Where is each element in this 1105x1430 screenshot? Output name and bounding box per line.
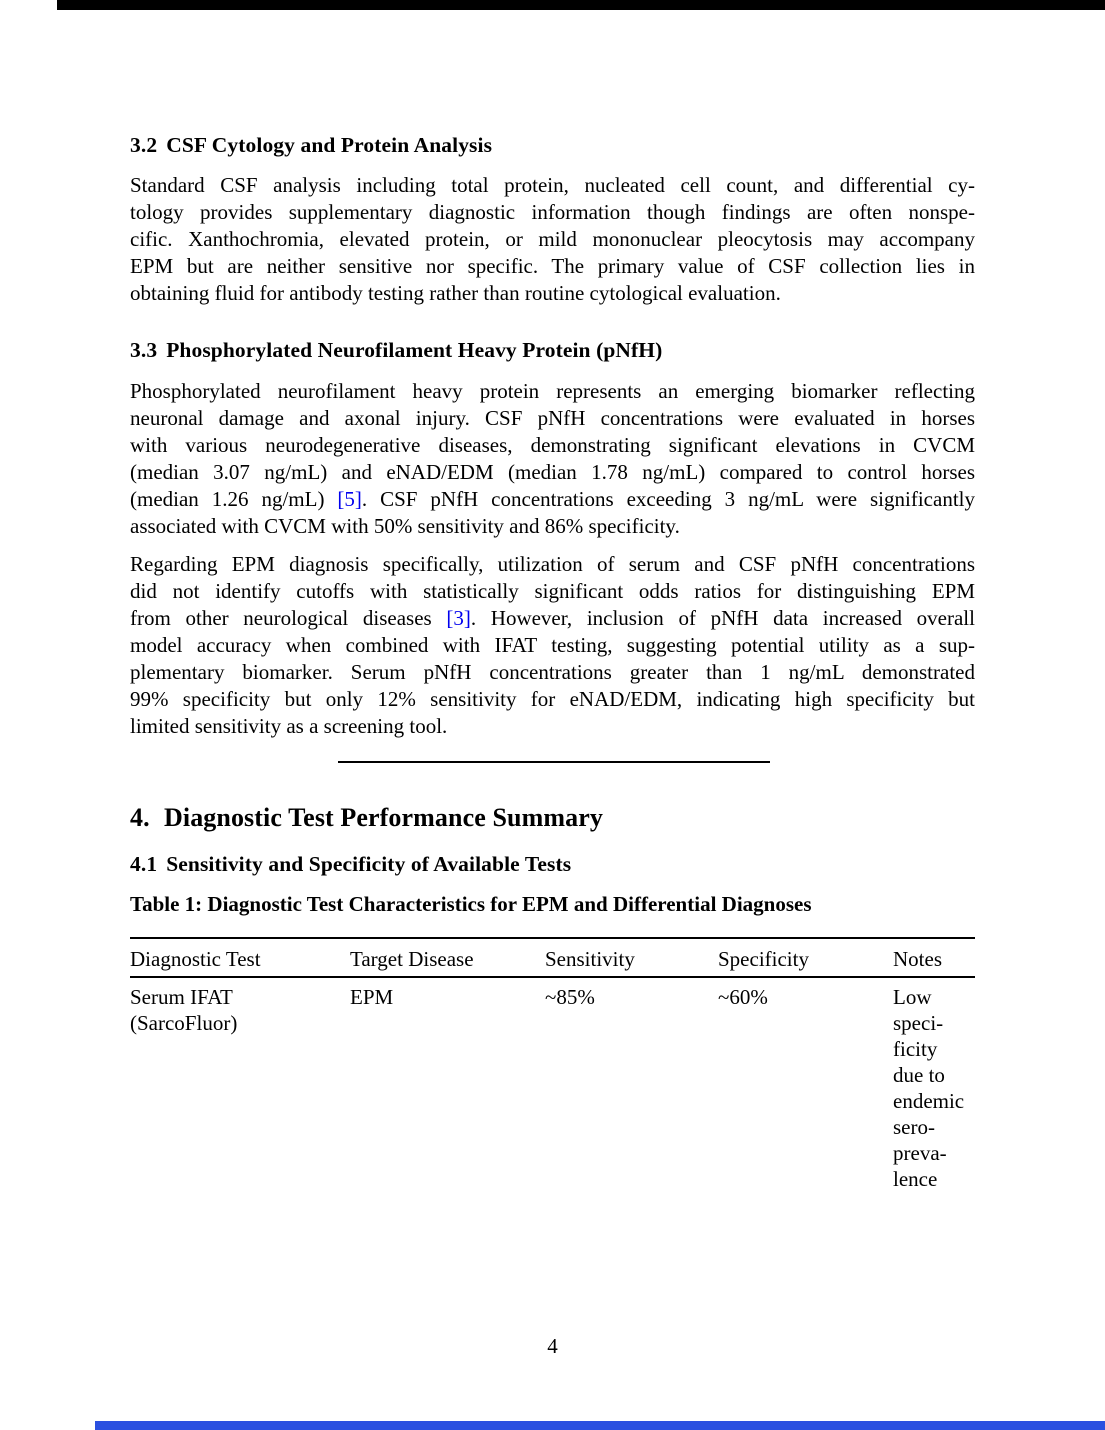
table-header-row — [130, 946, 975, 972]
section-number: 4. — [130, 803, 150, 832]
paragraph-line: EPM but are neither sensitive nor specific. The primary value of CSF collection lies in — [130, 254, 975, 278]
paragraph-line: associated with CVCM with 50% sensitivity and 86% specificity. — [130, 514, 680, 538]
cell-target-disease — [350, 984, 545, 1192]
cell-diagnostic-test — [130, 984, 350, 1192]
cell-line: ficity — [893, 1037, 938, 1061]
subsection-heading-3-3 — [130, 338, 975, 363]
cell-line: ~60% — [718, 985, 768, 1009]
paragraph-line: cific. Xanthochromia, elevated protein, or mild mononuclear pleocytosis may accompany — [130, 227, 975, 251]
paragraph-line: (median 3.07 ng/mL) and eNAD/EDM (median 1.78 ng/mL) compared to control horses — [130, 460, 975, 484]
paragraph-line: tology provides supplementary diagnostic information though findings are often nonspe- — [130, 200, 975, 224]
table-row — [130, 984, 975, 1192]
paragraph-line: obtaining fluid for antibody testing rather than routine cytological evaluation. — [130, 281, 781, 305]
paragraph-line: Phosphorylated neurofilament heavy protein represents an emerging biomarker reflecting — [130, 379, 975, 403]
bottom-window-edge-bar — [95, 1421, 1105, 1430]
paragraph-pnfh-2 — [130, 551, 975, 740]
cell-line: EPM — [350, 985, 394, 1009]
subsection-number: 3.2 — [130, 133, 158, 157]
cell-line: speci- — [893, 1011, 944, 1035]
paragraph-line: with various neurodegenerative diseases, demonstrating significant elevations in CVCM — [130, 433, 975, 457]
column-header-diagnostic-test: Diagnostic Test — [130, 947, 261, 971]
subsection-heading-4-1 — [130, 852, 975, 877]
citation-link[interactable]: [3] — [446, 606, 471, 630]
subsection-heading-3-2 — [130, 133, 975, 158]
paragraph-line: limited sensitivity as a screening tool. — [130, 714, 448, 738]
cell-line: lence — [893, 1167, 938, 1191]
cell-line: Serum IFAT — [130, 985, 233, 1009]
cell-line: sero- — [893, 1115, 935, 1139]
cell-line: preva- — [893, 1141, 947, 1165]
text-segment: from other neurological diseases — [130, 606, 447, 630]
table-top-rule — [130, 937, 975, 939]
paragraph-line: Regarding EPM diagnosis specifically, utilization of serum and CSF pNfH concentrations — [130, 552, 975, 576]
cell-line: due to — [893, 1063, 945, 1087]
cell-sensitivity — [545, 984, 718, 1192]
paragraph-line: did not identify cutoffs with statistically significant odds ratios for distinguishing EPM — [130, 579, 975, 603]
paragraph-csf-cytology — [130, 172, 975, 307]
text-segment: . However, inclusion of pNfH data increased overall — [470, 606, 975, 630]
subsection-number: 4.1 — [130, 852, 158, 876]
column-header-sensitivity: Sensitivity — [545, 947, 635, 971]
paragraph-line: 99% specificity but only 12% sensitivity for eNAD/EDM, indicating high specificity but — [130, 687, 975, 711]
paragraph-pnfh-1 — [130, 378, 975, 540]
paragraph-line: plementary biomarker. Serum pNfH concentrations greater than 1 ng/mL demonstrated — [130, 660, 975, 684]
cell-line: Low — [893, 985, 932, 1009]
column-header-notes: Notes — [893, 947, 942, 971]
section-title: Diagnostic Test Performance Summary — [164, 803, 603, 832]
text-segment: . CSF pNfH concentrations exceeding 3 ng/mL were significantly — [361, 487, 975, 511]
citation-link[interactable]: [5] — [337, 487, 362, 511]
table-caption: Table 1: Diagnostic Test Characteristics for EPM and Differential Diagnoses — [130, 892, 812, 916]
column-header-specificity: Specificity — [718, 947, 809, 971]
paragraph-line: neuronal damage and axonal injury. CSF pNfH concentrations were evaluated in horses — [130, 406, 975, 430]
subsection-title: Sensitivity and Specificity of Available Tests — [166, 852, 572, 876]
cell-line: (SarcoFluor) — [130, 1011, 238, 1035]
subsection-number: 3.3 — [130, 338, 158, 362]
subsection-title: CSF Cytology and Protein Analysis — [166, 133, 493, 157]
subsection-title: Phosphorylated Neurofilament Heavy Protein (pNfH) — [166, 338, 663, 362]
paragraph-line — [130, 486, 975, 513]
section-heading-4 — [130, 803, 975, 833]
section-divider-rule — [338, 761, 770, 763]
text-segment: (median 1.26 ng/mL) — [130, 487, 338, 511]
top-window-edge-bar — [57, 0, 1105, 10]
column-header-target-disease: Target Disease — [350, 947, 474, 971]
paragraph-line — [130, 605, 975, 632]
cell-line: ~85% — [545, 985, 595, 1009]
cell-notes — [893, 984, 975, 1192]
cell-line: endemic — [893, 1089, 965, 1113]
table-header-rule — [130, 976, 975, 978]
cell-specificity — [718, 984, 893, 1192]
paragraph-line: Standard CSF analysis including total protein, nucleated cell count, and differential cy- — [130, 173, 975, 197]
paragraph-line: model accuracy when combined with IFAT testing, suggesting potential utility as a sup- — [130, 633, 975, 657]
page-number: 4 — [547, 1334, 558, 1358]
